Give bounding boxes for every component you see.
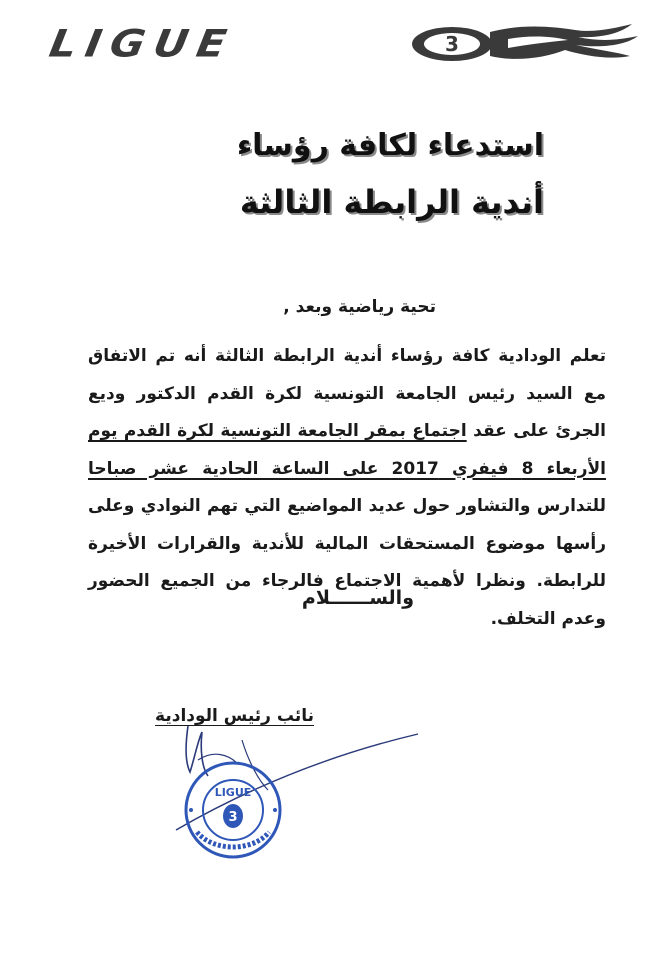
- title-line-2: أندية الرابطة الثالثة: [239, 183, 544, 221]
- greeting: تحية رياضية وبعد ,: [283, 297, 436, 317]
- logo-emblem-icon: [400, 22, 640, 66]
- signatory-title: نائب رئيس الودادية: [155, 706, 314, 726]
- logo-number: 3: [445, 32, 459, 56]
- body-text-part-1: تعلم الودادية كافة رؤساء أندية الرابطة الثالثة أنه تم الاتفاق مع السيد رئيس الجامعة التونسية لكرة القدم الدكتور وديع الجرئ على عقد: [88, 346, 607, 441]
- body-text-part-2: للتدارس والتشاور حول عديد المواضيع التي تهم النوادي وعلى رأسها موضوع المستحقات المالية للأندية والقرارات الأخيرة للرابطة. ونظرا لأهمية الاجتماع فالرجاء من الجميع الحضور وعدم التخلف.: [88, 496, 606, 629]
- logo-wordmark: LIGUE: [46, 21, 239, 66]
- title-line-1: استدعاء لكافة رؤساء: [236, 128, 544, 163]
- stamp-logo-text: LIGUE: [214, 786, 252, 799]
- letterhead-logo: [40, 22, 640, 66]
- closing: والســــــلام: [301, 587, 414, 609]
- stamp-seal-icon: [183, 760, 283, 860]
- stamp-number: 3: [228, 810, 238, 825]
- body-underlined-meeting: اجتماع بمقر الجامعة التونسية لكرة القدم يوم الأربعاء 8 فيفري 2017 على الساعة الحادية عشر صباحا: [88, 421, 606, 479]
